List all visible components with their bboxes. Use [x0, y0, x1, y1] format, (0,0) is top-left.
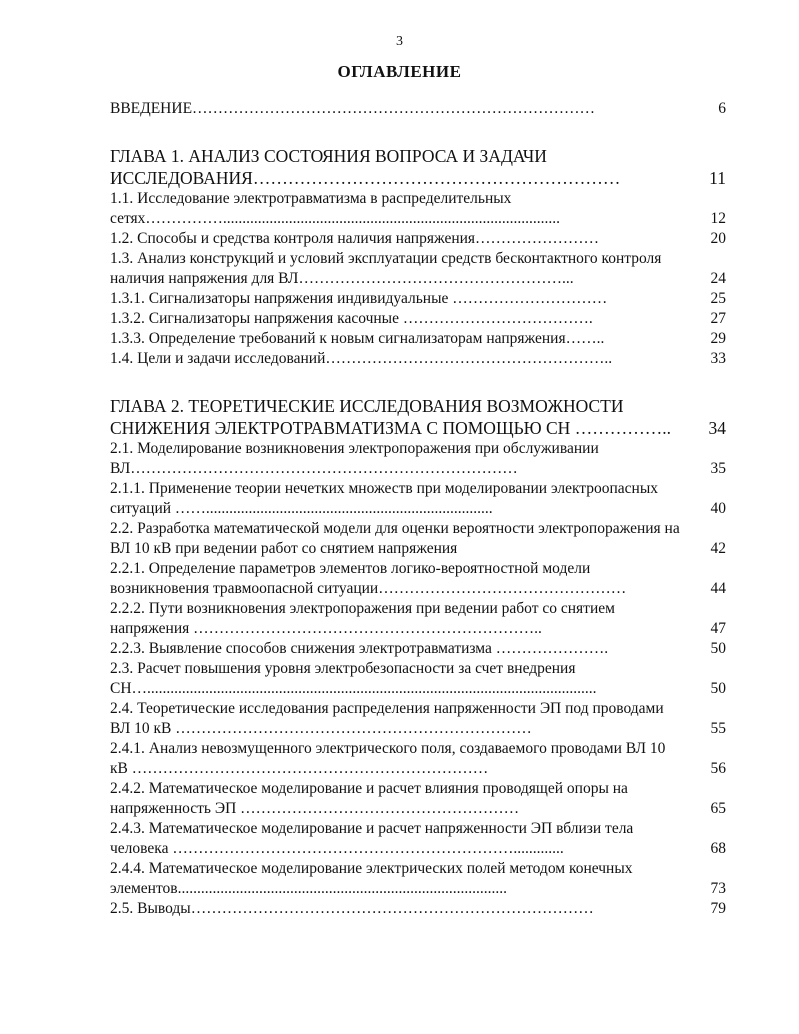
toc-entry — [110, 659, 726, 699]
table-of-contents — [110, 99, 726, 919]
toc-entry-text: 2.4.3. Математическое моделирование и расчет напряженности ЭП вблизи тела человека …………………………………………………………............. — [110, 820, 634, 857]
toc-entry — [110, 229, 726, 249]
toc-entry-text: 2.5. Выводы…………………………………………………………………… — [110, 900, 594, 917]
toc-entry — [110, 599, 726, 639]
toc-entry-text: 2.1. Моделирование возникновения электропоражения при обслуживании ВЛ………………………………………………………………… — [110, 440, 599, 477]
toc-entry — [110, 439, 726, 479]
toc-entry-text: 2.4.1. Анализ невозмущенного электрического поля, создаваемого проводами ВЛ 10 кВ …………………………………………………………… — [110, 740, 666, 777]
toc-entry-text: ГЛАВА 1. АНАЛИЗ СОСТОЯНИЯ ВОПРОСА И ЗАДАЧИ ИССЛЕДОВАНИЯ……………………………………………………… — [110, 146, 621, 188]
toc-entry-page: 50 — [710, 640, 726, 657]
page-number: 3 — [396, 34, 403, 49]
toc-entry — [110, 289, 726, 309]
toc-entry-text: 1.4. Цели и задачи исследований……………………………………………….. — [110, 350, 613, 367]
toc-entry-page: 79 — [710, 900, 726, 917]
toc-entry — [110, 559, 726, 599]
toc-entry — [110, 249, 726, 289]
toc-entry — [110, 859, 726, 899]
toc-entry — [110, 899, 726, 919]
toc-entry-text: 2.2.3. Выявление способов снижения электротравматизма …………………. — [110, 640, 609, 657]
toc-entry-page: 6 — [718, 100, 726, 117]
toc-entry-page: 20 — [710, 230, 726, 247]
page-title: ОГЛАВЛЕНИЕ — [337, 62, 462, 81]
toc-entry-page: 73 — [710, 880, 726, 897]
toc-entry-text: 1.2. Способы и средства контроля наличия напряжения…………………… — [110, 230, 600, 247]
toc-entry-page: 47 — [710, 620, 726, 637]
toc-entry-text: ГЛАВА 2. ТЕОРЕТИЧЕСКИЕ ИССЛЕДОВАНИЯ ВОЗМОЖНОСТИ СНИЖЕНИЯ ЭЛЕКТРОТРАВМАТИЗМА С ПОМОЩЬЮ СН …………….. — [110, 396, 671, 438]
toc-entry-page: 40 — [710, 500, 726, 517]
toc-entry-text: 2.4. Теоретические исследования распределения напряженности ЭП под проводами ВЛ 10 кВ …………………………………………………………… — [110, 700, 664, 737]
toc-entry-text: ВВЕДЕНИЕ…………………………………………………………………… — [110, 100, 596, 117]
toc-entry-page: 44 — [710, 580, 726, 597]
toc-entry-text: 1.3. Анализ конструкций и условий эксплуатации средств бесконтактного контроля наличия напряжения для ВЛ……………………………………………... — [110, 250, 662, 287]
toc-entry-page: 25 — [710, 290, 726, 307]
toc-entry — [110, 819, 726, 859]
toc-entry — [110, 779, 726, 819]
toc-entry-page: 50 — [710, 680, 726, 697]
toc-entry-chapter-2 — [110, 395, 726, 439]
toc-entry-text: 1.3.1. Сигнализаторы напряжения индивидуальные ………………………… — [110, 290, 608, 307]
toc-entry-chapter-1 — [110, 145, 726, 189]
toc-entry-introduction — [110, 99, 726, 119]
toc-entry-page: 24 — [710, 270, 726, 287]
toc-entry — [110, 349, 726, 369]
toc-entry-page: 34 — [708, 418, 726, 438]
toc-entry-page: 55 — [710, 720, 726, 737]
toc-entry-text: 2.2.1. Определение параметров элементов логико-вероятностной модели возникновения травмоопасной ситуации………………………………………… — [110, 560, 627, 597]
toc-entry — [110, 739, 726, 779]
toc-entry-text: 2.2. Разработка математической модели для оценки вероятности электропоражения на ВЛ 10 кВ при ведении работ со снятием напряжения — [110, 520, 680, 557]
toc-entry-page: 27 — [710, 310, 726, 327]
toc-entry — [110, 479, 726, 519]
toc-entry-page: 65 — [710, 800, 726, 817]
toc-entry-text: 1.1. Исследование электротравматизма в распределительных сетях……………....................................................................................... — [110, 190, 561, 227]
toc-entry-page: 56 — [710, 760, 726, 777]
toc-entry — [110, 329, 726, 349]
toc-entry-page: 68 — [710, 840, 726, 857]
toc-entry — [110, 189, 726, 229]
toc-entry-page: 35 — [710, 460, 726, 477]
toc-entry-page: 12 — [710, 210, 726, 227]
toc-entry — [110, 639, 726, 659]
toc-entry — [110, 309, 726, 329]
toc-entry-text: 1.3.2. Сигнализаторы напряжения касочные ………………………………. — [110, 310, 593, 327]
toc-entry-text: 1.3.3. Определение требований к новым сигнализаторам напряжения…….. — [110, 330, 605, 347]
toc-entry-page: 42 — [710, 540, 726, 557]
toc-entry — [110, 699, 726, 739]
toc-entry-text: 2.4.4. Математическое моделирование электрических полей методом конечных элементов..................................................................................... — [110, 860, 633, 897]
toc-entry-page: 11 — [709, 168, 726, 188]
toc-entry-text: 2.4.2. Математическое моделирование и расчет влияния проводящей опоры на напряженность ЭП ……………………………………………… — [110, 780, 628, 817]
toc-entry — [110, 519, 726, 559]
toc-entry-text: 2.2.2. Пути возникновения электропоражения при ведении работ со снятием напряжения ………………………………………………………….. — [110, 600, 615, 637]
toc-entry-text: 2.3. Расчет повышения уровня электробезопасности за счет внедрения СН….................................................................................................................... — [110, 660, 597, 697]
toc-entry-page: 33 — [710, 350, 726, 367]
toc-entry-text: 2.1.1. Применение теории нечетких множеств при моделировании электроопасных ситуаций …….......................................................................... — [110, 480, 659, 517]
toc-entry-page: 29 — [710, 330, 726, 347]
